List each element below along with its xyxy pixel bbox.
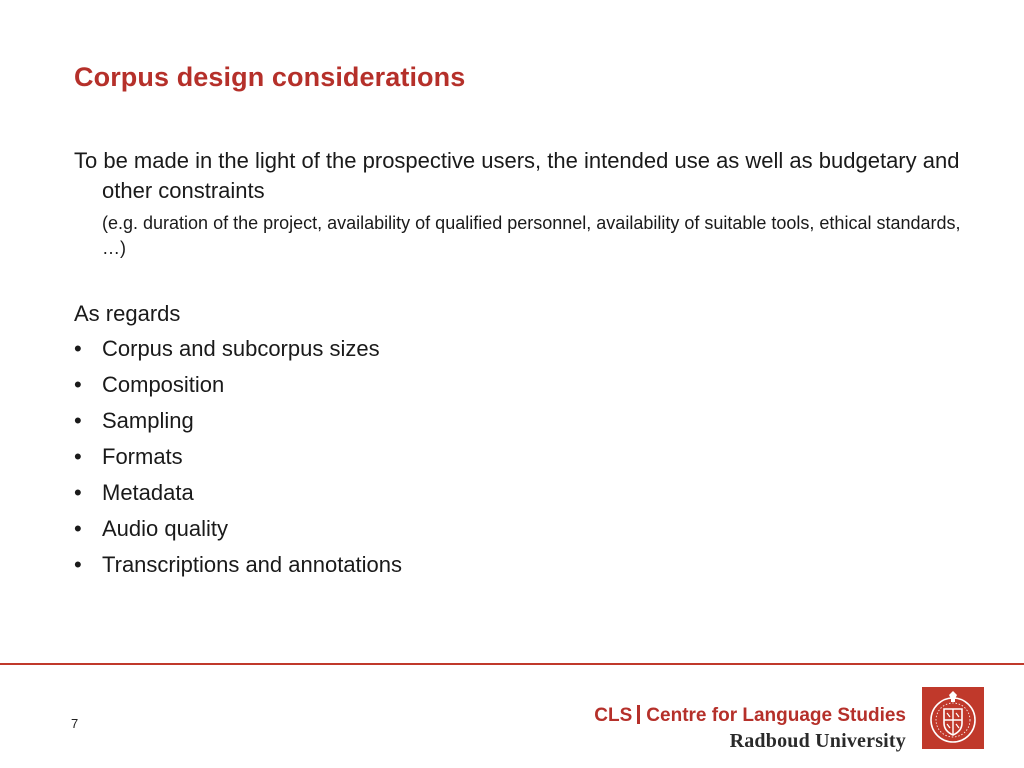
logo-separator	[637, 705, 640, 724]
list-item-label: Formats	[102, 444, 183, 469]
bullet-icon: •	[74, 444, 82, 469]
list-item	[74, 478, 402, 514]
bullet-icon: •	[74, 516, 82, 541]
list-item-label: Sampling	[102, 408, 194, 433]
cls-full-name: Centre for Language Studies	[646, 705, 906, 726]
radboud-seal-icon	[922, 687, 984, 749]
list-item	[74, 550, 402, 586]
cls-logo	[594, 704, 906, 754]
footer-divider	[0, 663, 1024, 665]
list-item	[74, 370, 402, 406]
bullet-icon: •	[74, 408, 82, 433]
list-item	[74, 514, 402, 550]
constraints-note: (e.g. duration of the project, availability of qualified personnel, availability of suitable tools, ethical standards, …)	[102, 213, 961, 258]
list-item-label: Metadata	[102, 480, 194, 505]
bullet-icon: •	[74, 552, 82, 577]
list-item	[74, 334, 402, 370]
cls-logo-line	[594, 704, 906, 728]
slide-title: Corpus design considerations	[74, 62, 466, 92]
list-item-label: Audio quality	[102, 516, 228, 541]
bullet-icon: •	[74, 480, 82, 505]
list-item-label: Corpus and subcorpus sizes	[102, 336, 380, 361]
cls-abbrev: CLS	[594, 705, 633, 726]
bullet-icon: •	[74, 336, 82, 361]
list-item	[74, 406, 402, 442]
page-number: 7	[71, 716, 79, 731]
regards-label: As regards	[74, 301, 181, 326]
intro-text: To be made in the light of the prospective users, the intended use as well as budgetary and other constraints	[74, 148, 960, 203]
bullet-icon: •	[74, 372, 82, 397]
university-name: Radboud University	[729, 730, 906, 752]
list-item	[74, 442, 402, 478]
list-item-label: Composition	[102, 372, 225, 397]
considerations-list	[74, 334, 402, 586]
list-item-label: Transcriptions and annotations	[102, 552, 403, 577]
